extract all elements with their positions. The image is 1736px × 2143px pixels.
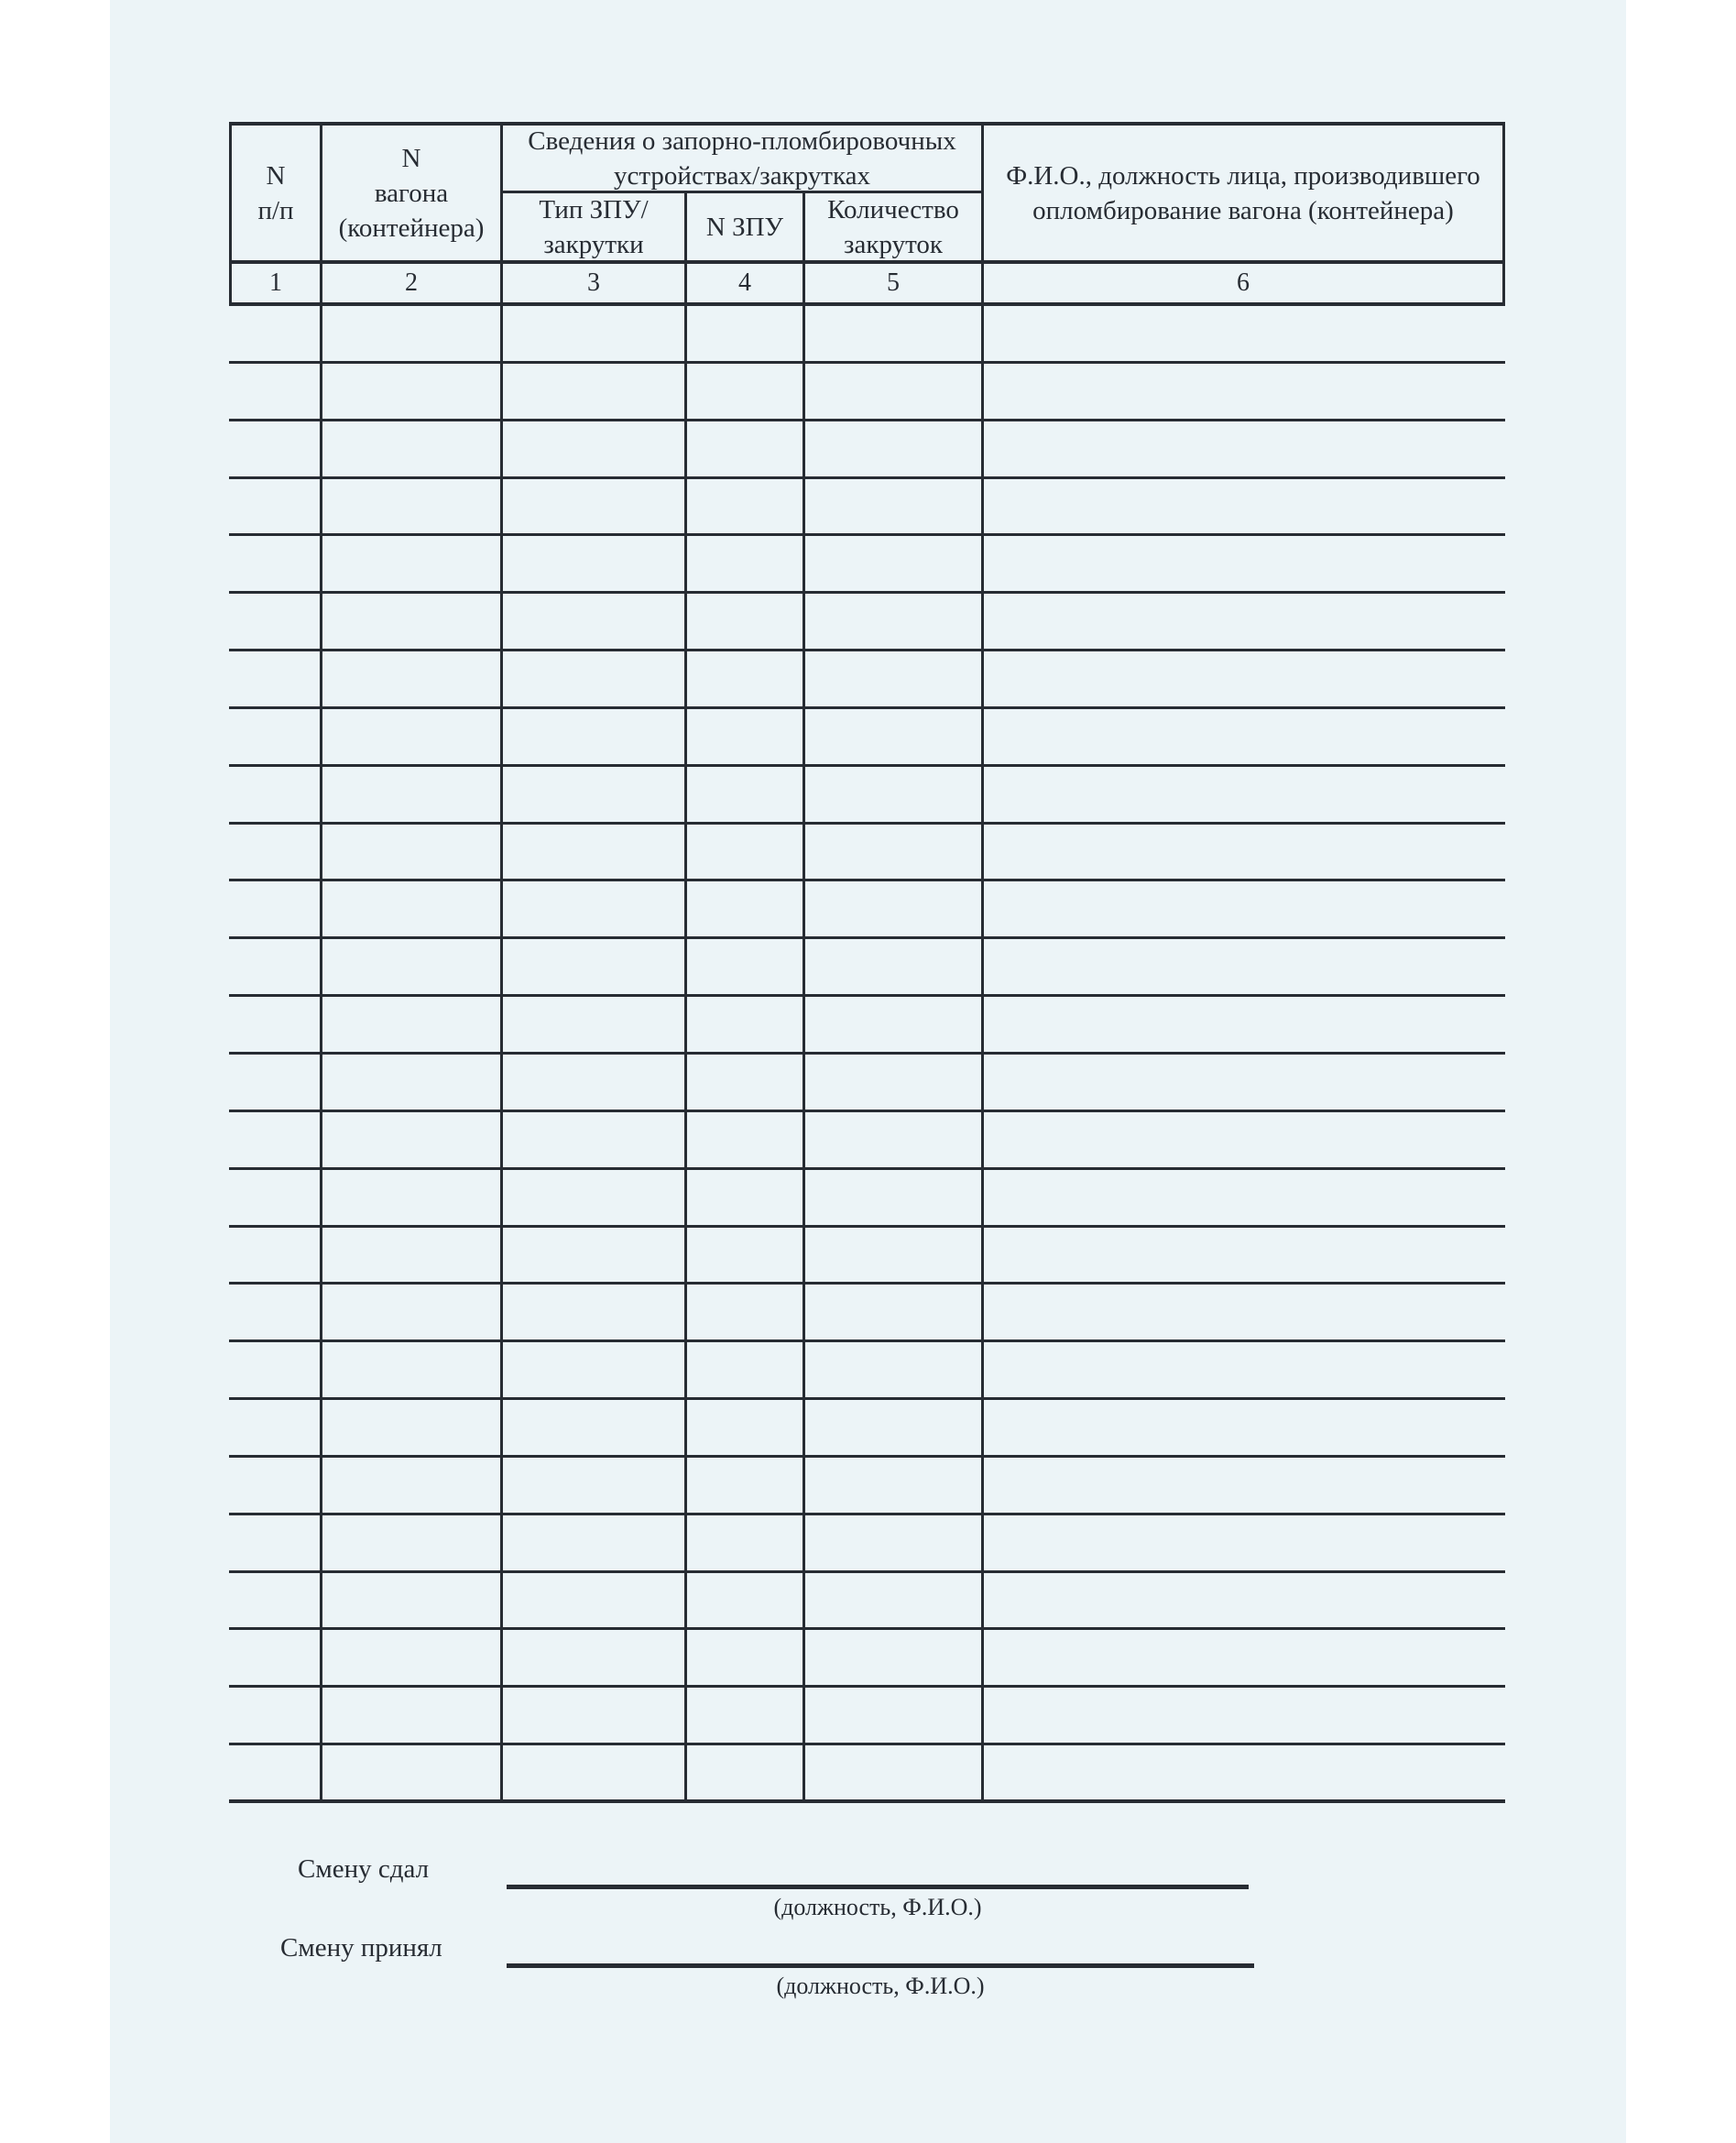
table-cell [984,364,1505,419]
table-cell [503,1342,687,1397]
table-row [229,1630,1505,1688]
table-cell [984,1228,1505,1283]
table-cell [229,709,322,764]
table-cell [322,881,503,936]
table-row [229,536,1505,594]
table-cell [503,536,687,591]
signature-line [507,1885,1249,1889]
table-cell [687,1745,805,1799]
table-row [229,825,1505,882]
table-row [229,479,1505,537]
table-row [229,1112,1505,1170]
table-cell [503,1112,687,1167]
table-cell [805,997,984,1052]
table-cell [984,709,1505,764]
table-row [229,1515,1505,1573]
table-cell [687,1515,805,1570]
table-cell [805,1688,984,1743]
table-cell [322,594,503,649]
table-cell [984,1458,1505,1513]
table-cell [322,536,503,591]
table-cell [322,709,503,764]
table-cell [503,1458,687,1513]
header-line: закруток [844,229,943,259]
column-number-6: 6 [1237,268,1250,297]
column-number-3: 3 [503,264,687,302]
table-cell [503,421,687,476]
table-cell [984,1342,1505,1397]
table-cell [503,1170,687,1225]
table-cell [805,1285,984,1339]
table-cell [229,1745,322,1799]
table-cell [322,1630,503,1685]
table-cell [322,1112,503,1167]
table-cell [984,479,1505,534]
header-line: опломбирование вагона (контейнера) [1032,195,1454,225]
table-cell [805,1745,984,1799]
shift-handed-over-label: Смену сдал [298,1854,430,1884]
table-cell [322,1688,503,1743]
header-line: Количество [827,194,959,224]
table-row [229,594,1505,651]
table-cell [229,421,322,476]
table-cell [322,306,503,361]
table-cell [503,1745,687,1799]
header-cell-row-number [232,126,322,264]
table-row [229,421,1505,479]
table-cell [984,1515,1505,1570]
table-row [229,1055,1505,1112]
table-cell [984,825,1505,880]
table-cell [322,1573,503,1628]
table-cell [322,1055,503,1110]
table-cell [984,881,1505,936]
table-cell [322,767,503,822]
table-cell [805,881,984,936]
table-cell [805,1400,984,1455]
table-row [229,1745,1505,1803]
header-group-seal-info [503,126,984,193]
table-cell [229,1400,322,1455]
table-cell [687,364,805,419]
table-cell [984,1055,1505,1110]
table-cell [687,767,805,822]
table-cell [503,997,687,1052]
table-row [229,1170,1505,1228]
table-cell [805,825,984,880]
table-cell [503,1630,687,1685]
table-cell [687,306,805,361]
table-cell [503,881,687,936]
table-cell [503,1688,687,1743]
table-cell [805,1573,984,1628]
table-row [229,881,1505,939]
header-line: устройствах/закрутках [614,160,870,191]
table-cell [984,1285,1505,1339]
table-cell [229,1170,322,1225]
table-cell [984,1400,1505,1455]
table-cell [322,939,503,994]
seals-table [229,122,1505,1803]
table-row [229,1573,1505,1631]
header-cell-sealer-name [984,126,1502,264]
signature-caption: (должность, Ф.И.О.) [776,1973,985,1999]
column-number-5: 5 [805,264,984,302]
table-row [229,651,1505,709]
table-cell [805,306,984,361]
table-cell [503,767,687,822]
table-cell [229,1228,322,1283]
header-line: п/п [257,195,294,225]
table-cell [503,1228,687,1283]
table-cell [687,1228,805,1283]
table-cell [687,1342,805,1397]
table-cell [805,536,984,591]
table-row [229,997,1505,1055]
table-cell [984,997,1505,1052]
table-cell [322,1342,503,1397]
table-body [229,306,1505,1803]
table-cell [805,1112,984,1167]
table-cell [503,479,687,534]
table-cell [805,1458,984,1513]
table-cell [503,1515,687,1570]
table-cell [229,1285,322,1339]
table-cell [984,421,1505,476]
header-line: вагона [374,178,449,208]
table-row [229,1285,1505,1342]
table-row [229,1458,1505,1515]
table-cell [687,479,805,534]
table-cell [229,1112,322,1167]
header-line: Сведения о запорно-пломбировочных [528,126,956,156]
header-line: закрутки [543,229,644,259]
table-cell [322,997,503,1052]
table-cell [687,536,805,591]
table-cell [503,939,687,994]
table-cell [322,1745,503,1799]
table-row [229,1228,1505,1285]
table-cell [687,1112,805,1167]
table-header [229,122,1505,306]
header-line: N [401,143,421,173]
header-cell-wagon-number [322,126,503,264]
table-cell [322,1400,503,1455]
table-cell [503,1285,687,1339]
table-cell [229,651,322,706]
table-cell [229,1055,322,1110]
table-cell [805,1342,984,1397]
header-line: (контейнера) [338,213,485,243]
table-cell [687,825,805,880]
table-cell [687,939,805,994]
table-cell [805,421,984,476]
table-row [229,306,1505,364]
table-cell [984,306,1505,361]
table-cell [805,1515,984,1570]
table-cell [687,651,805,706]
table-cell [805,1170,984,1225]
table-cell [229,306,322,361]
header-line: N ЗПУ [705,212,784,242]
table-cell [687,1688,805,1743]
header-line: Ф.И.О., должность лица, производившего [1006,160,1480,191]
table-cell [805,594,984,649]
table-cell [322,825,503,880]
table-row [229,767,1505,825]
table-cell [503,825,687,880]
table-cell [687,1285,805,1339]
table-cell [503,1055,687,1110]
table-row [229,709,1505,767]
table-cell [322,1285,503,1339]
table-cell [503,306,687,361]
table-cell [229,1342,322,1397]
table-cell [322,479,503,534]
table-cell [322,651,503,706]
table-cell [229,1573,322,1628]
table-cell [503,594,687,649]
table-cell [229,594,322,649]
table-cell [229,1630,322,1685]
table-cell [687,594,805,649]
table-cell [687,1170,805,1225]
header-line: Тип ЗПУ/ [539,194,649,224]
table-cell [687,1055,805,1110]
table-cell [984,1112,1505,1167]
column-number-2: 2 [322,264,503,302]
table-cell [984,1573,1505,1628]
table-row [229,1688,1505,1745]
table-cell [984,536,1505,591]
table-cell [984,767,1505,822]
table-cell [322,364,503,419]
table-cell [805,651,984,706]
table-cell [984,594,1505,649]
table-cell [984,1170,1505,1225]
table-cell [322,1458,503,1513]
table-cell [805,364,984,419]
table-cell [229,536,322,591]
table-cell [805,767,984,822]
table-cell [503,1573,687,1628]
header-cell-twist-count [805,193,984,264]
table-cell [229,1688,322,1743]
table-cell [229,767,322,822]
table-cell [984,1688,1505,1743]
table-cell [322,1228,503,1283]
header-cell-seal-type [503,193,687,264]
table-cell [805,1228,984,1283]
table-cell [229,881,322,936]
table-cell [229,997,322,1052]
table-cell [687,1573,805,1628]
table-cell [687,1630,805,1685]
header-cell-seal-number [687,193,805,264]
table-cell [984,1745,1505,1799]
table-cell [229,825,322,880]
table-cell [687,1458,805,1513]
table-cell [322,1170,503,1225]
table-cell [687,997,805,1052]
shift-accepted-label: Смену принял [280,1933,442,1963]
table-cell [229,1515,322,1570]
table-cell [503,651,687,706]
table-row [229,1342,1505,1400]
table-cell [805,1055,984,1110]
table-cell [322,421,503,476]
table-cell [229,939,322,994]
signature-caption: (должность, Ф.И.О.) [773,1894,982,1920]
table-cell [687,709,805,764]
table-cell [805,709,984,764]
header-line: N [266,160,286,191]
table-row [229,364,1505,421]
table-cell [687,421,805,476]
table-cell [984,1630,1505,1685]
table-cell [687,881,805,936]
table-row [229,1400,1505,1458]
table-cell [503,1400,687,1455]
table-cell [687,1400,805,1455]
table-cell [503,709,687,764]
table-cell [229,364,322,419]
table-cell [805,1630,984,1685]
table-cell [984,651,1505,706]
table-cell [322,1515,503,1570]
table-cell [984,939,1505,994]
table-cell [503,364,687,419]
table-cell [229,1458,322,1513]
signature-line [507,1963,1254,1968]
table-cell [805,479,984,534]
table-row [229,939,1505,997]
table-cell [229,479,322,534]
table-cell [805,939,984,994]
column-number-1: 1 [232,264,322,302]
column-number-4: 4 [687,264,805,302]
